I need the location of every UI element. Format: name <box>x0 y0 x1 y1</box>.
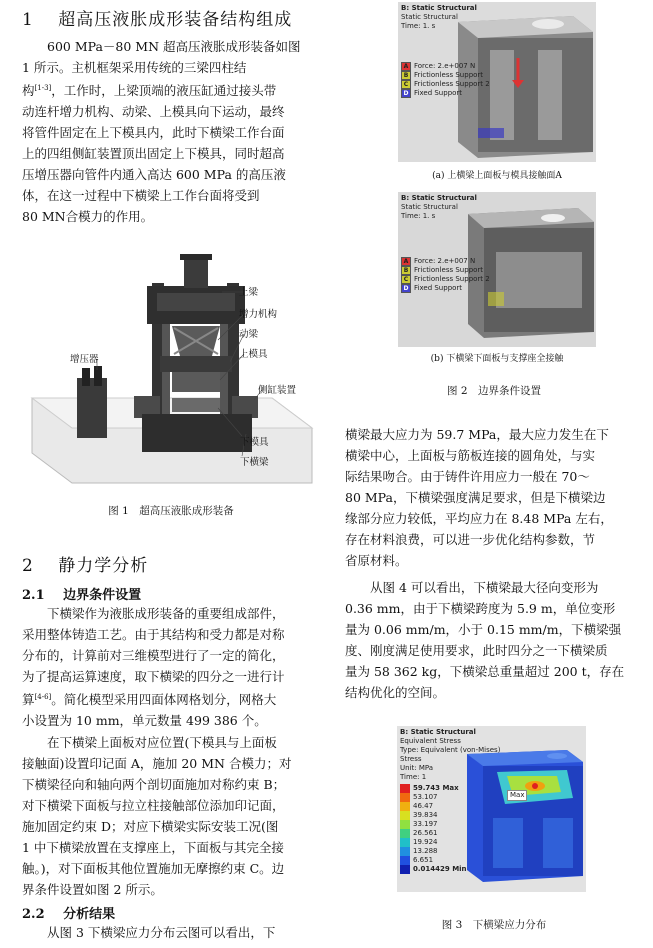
label-moving-beam: 动梁 <box>239 329 259 340</box>
citation: [1-3] <box>34 84 52 92</box>
machine-illustration <box>22 248 320 488</box>
text-line: 在下横梁上面板对应位置(下模具与上面板 <box>47 735 277 750</box>
right-paragraph-2 <box>345 577 643 703</box>
text-line: 从图 3 下横梁应力分布云图可以看出，下 <box>47 925 276 940</box>
subsection-2-1-heading <box>22 584 141 603</box>
legend-row: C Frictionless Support 2 <box>401 275 490 284</box>
right-paragraph-1 <box>345 424 643 571</box>
label-lower-die: 下模具 <box>240 437 269 448</box>
text-line: 从图 4 可以看出，下横梁最大径向变形为 <box>370 580 599 595</box>
text-line: 算[4-6]。简化模型采用四面体网格划分，网格大 <box>22 692 277 708</box>
text-line: 缘部分应力较低，平均应力在 8.48 MPa 左右， <box>345 511 613 526</box>
text-line: 动连杆增力机构、动梁、上模具向下运动，最终 <box>22 104 285 120</box>
text-line: 采用整体铸造工艺。由于其结构和受力都是对称 <box>22 627 285 642</box>
text-line: 量为 0.06 mm/m，小于 0.15 mm/m，下横梁强 <box>345 622 622 637</box>
subsection-2-2-heading <box>22 903 115 922</box>
text-line: 构[1-3]，工作时，上梁顶端的液压缸通过接头带 <box>22 83 277 99</box>
subsection-2-2-paragraph <box>22 922 320 943</box>
figure-2-caption: 图 2 边界条件设置 <box>446 385 542 397</box>
figure-2a-caption: (a) 上横梁上面板与模具接触面A <box>432 171 562 181</box>
text-line: 将管件固定在上下模具内，此时下横梁工作台面 <box>22 125 285 141</box>
figure-1 <box>22 248 320 488</box>
section-1-heading <box>22 5 292 30</box>
text-line: 施加固定约束 D；对应下横梁实际安装工况(图 <box>22 819 279 834</box>
text-line: 80 MPa，下横梁强度满足要求，但是下横梁边 <box>345 490 606 505</box>
subsection-number: 2.2 <box>22 907 45 922</box>
text-line: 1 中下横梁放置在支撑座上，下面板与其完全接 <box>22 840 284 855</box>
text-line: 横梁中心，上面板与筋板连接的圆角处，与实 <box>345 448 596 463</box>
text-line: 小设置为 10 mm，单元数量 499 386 个。 <box>22 713 267 729</box>
text-line: 上的四组侧缸装置顶出固定上下模具，同时超高 <box>22 146 285 162</box>
text-line: 分布的，计算前对三维模型进行了一定的简化， <box>22 648 285 663</box>
figure-2b-panel <box>398 192 596 347</box>
text-line: 为了提高运算速度，取下横梁的四分之一进行计 <box>22 669 285 684</box>
label-lower-beam: 下横梁 <box>240 457 269 468</box>
panel-b-header: B: Static Structural Static Structural Time: 1. s <box>401 194 477 220</box>
scale-row: 39.834 <box>400 811 467 820</box>
scale-row: 26.561 <box>400 829 467 838</box>
text-line: 界条件设置如图 2 所示。 <box>22 882 163 897</box>
text-line: 体，在这一过程中下横梁上工作台面将受到 <box>22 188 260 204</box>
panel-b-legend <box>401 257 490 293</box>
section-title: 静力学分析 <box>58 556 149 576</box>
legend-row: D Fixed Support <box>401 284 490 293</box>
panel-a-header: B: Static Structural Static Structural Time: 1. s <box>401 4 477 30</box>
label-top-beam: 上梁 <box>239 287 259 298</box>
legend-row: A Force: 2.e+007 N <box>401 62 490 71</box>
section-1-paragraph <box>22 36 320 227</box>
scale-row: 19.924 <box>400 838 467 847</box>
legend-row: B Frictionless Support <box>401 71 490 80</box>
text-line: 际结果吻合。由于铸件许用应力一般在 70～ <box>345 469 590 484</box>
text-line: 量为 58 362 kg，下横梁总重量超过 200 t，存在 <box>345 664 625 679</box>
panel-a-legend <box>401 62 490 98</box>
subsection-2-1-paragraph-2 <box>22 732 320 900</box>
stress-color-scale <box>400 784 467 874</box>
text-line: 下横梁径向和轴向两个剖切面施加对称约束 B； <box>22 777 286 792</box>
label-upper-die: 上模具 <box>239 349 268 360</box>
figure-3-caption: 图 3 下横梁应力分布 <box>441 919 547 931</box>
figure-2b-caption: (b) 下横梁下面板与支撑座全接触 <box>430 354 564 364</box>
subsection-2-1-paragraph-1 <box>22 603 320 731</box>
label-booster: 增压器 <box>70 354 99 365</box>
text-line: 横梁最大应力为 59.7 MPa，最大应力发生在下 <box>345 427 609 442</box>
subsection-title: 边界条件设置 <box>63 588 142 603</box>
figure-3-header: B: Static Structural Equivalent Stress Type: Equivalent (von-Mises) Stress Unit: MPa Time: 1 <box>400 728 501 781</box>
text-line: 压增压器向管件内通入高达 600 MPa 的高压液 <box>22 167 286 183</box>
scale-row: 13.288 <box>400 847 467 856</box>
citation: [4-6] <box>34 693 52 701</box>
text-line: 存在材料浪费，可以进一步优化结构参数，节 <box>345 532 596 547</box>
section-number: 1 <box>22 10 34 30</box>
figure-3-panel <box>397 726 586 892</box>
text-line: 1 所示。主机框架采用传统的三梁四柱结 <box>22 60 247 75</box>
text-line: 80 MN合模力的作用。 <box>22 209 154 225</box>
figure-2a-panel <box>398 2 596 162</box>
legend-row: D Fixed Support <box>401 89 490 98</box>
max-marker-label: Max <box>507 790 527 801</box>
legend-row: A Force: 2.e+007 N <box>401 257 490 266</box>
scale-row: 0.014429 Min <box>400 865 467 874</box>
text-line: 接触面)设置印记面 A，施加 20 MN 合模力；对 <box>22 756 292 771</box>
section-number: 2 <box>22 556 34 576</box>
text-line: 触。)，对下面板其他位置施加无摩擦约束 C。边 <box>22 861 285 876</box>
scale-row: 6.651 <box>400 856 467 865</box>
figure-1-caption: 图 1 超高压液胀成形装备 <box>108 505 234 517</box>
subsection-title: 分析结果 <box>63 907 116 922</box>
legend-row: B Frictionless Support <box>401 266 490 275</box>
scale-row: 46.47 <box>400 802 467 811</box>
scale-row: 59.743 Max <box>400 784 467 793</box>
scale-row: 33.197 <box>400 820 467 829</box>
legend-row: C Frictionless Support 2 <box>401 80 490 89</box>
section-2-heading <box>22 551 148 576</box>
text-line: 度、刚度满足使用要求，此时四分之一下横梁质 <box>345 643 608 658</box>
scale-row: 53.107 <box>400 793 467 802</box>
text-line: 对下横梁下面板与拉立柱接触部位添加印记面， <box>22 798 285 813</box>
text-line: 省原材料。 <box>345 553 408 568</box>
text-line: 下横梁作为液胀成形装备的重要组成部件， <box>47 606 285 621</box>
subsection-number: 2.1 <box>22 588 45 603</box>
text-line: 600 MPa－80 MN 超高压液胀成形装备如图 <box>47 39 301 54</box>
label-side-cylinder: 侧缸装置 <box>258 385 297 396</box>
text-line: 0.36 mm，由于下横梁跨度为 5.9 m，单位变形 <box>345 601 616 616</box>
section-title: 超高压液胀成形装备结构组成 <box>58 10 293 30</box>
text-line: 结构优化的空间。 <box>345 685 446 700</box>
label-force-mechanism: 增力机构 <box>239 309 278 320</box>
